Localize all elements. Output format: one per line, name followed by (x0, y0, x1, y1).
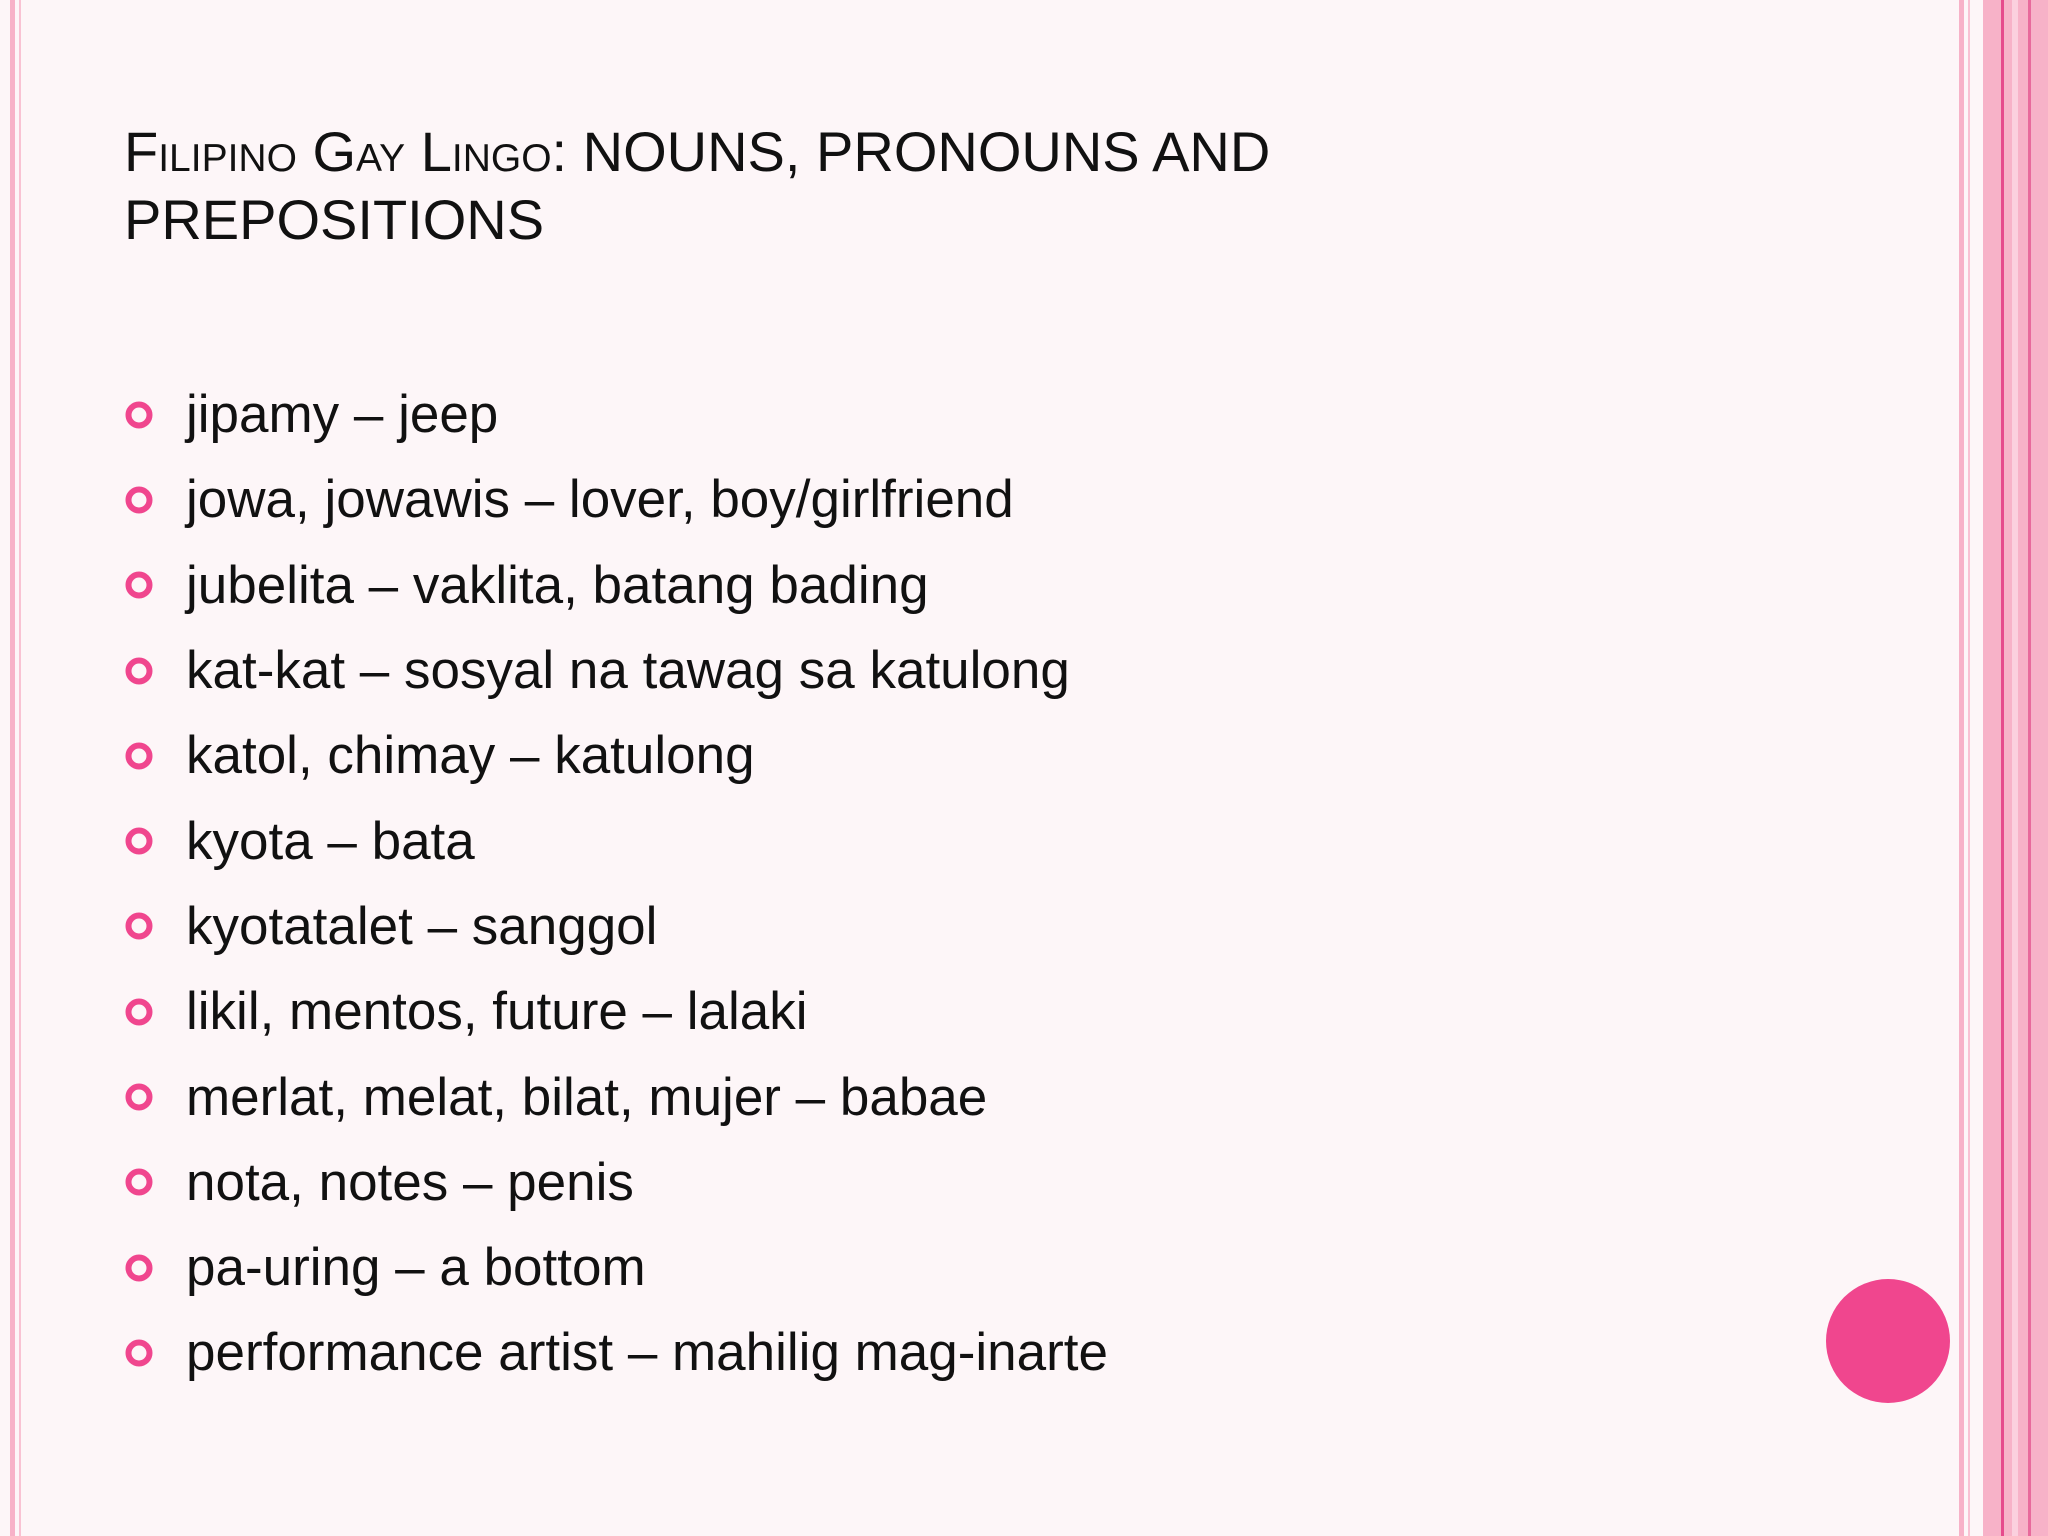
title-caps: NOUNS, PRONOUNS AND PREPOSITIONS (124, 120, 1271, 251)
list-item (124, 884, 1108, 969)
list-item (124, 543, 1108, 628)
bullet-circle-icon (124, 656, 154, 686)
list-item (124, 1140, 1108, 1225)
list-item (124, 1054, 1108, 1139)
list-item-text: merlat, melat, bilat, mujer – babae (186, 1067, 988, 1127)
right-band-stripe (2012, 0, 2018, 1536)
list-item (124, 713, 1108, 798)
list-item (124, 1310, 1108, 1395)
bullet-circle-icon (124, 826, 154, 856)
right-band-stripe (2001, 0, 2004, 1536)
list-item-text: katol, chimay – katulong (186, 726, 755, 786)
list-item-text: kyotatalet – sanggol (186, 896, 658, 956)
bullet-circle-icon (124, 400, 154, 430)
bullet-circle-icon (124, 485, 154, 515)
list-item-text: likil, mentos, future – lalaki (186, 982, 808, 1042)
list-item (124, 457, 1108, 542)
list-item-text: pa-uring – a bottom (186, 1238, 646, 1298)
list-item (124, 628, 1108, 713)
title-small-caps: Filipino Gay Lingo: (124, 120, 568, 183)
bullet-circle-icon (124, 911, 154, 941)
list-item-text: nota, notes – penis (186, 1152, 634, 1212)
list-item (124, 372, 1108, 457)
list-item-text: jipamy – jeep (186, 385, 499, 445)
list-item-text: jubelita – vaklita, batang bading (186, 555, 929, 615)
decorative-pink-circle (1826, 1279, 1950, 1403)
list-item-text: jowa, jowawis – lover, boy/girlfriend (186, 470, 1014, 530)
bullet-circle-icon (124, 1253, 154, 1283)
list-item-text: performance artist – mahilig mag-inarte (186, 1323, 1108, 1383)
bullet-circle-icon (124, 997, 154, 1027)
bullet-circle-icon (124, 1338, 154, 1368)
list-item (124, 969, 1108, 1054)
list-item-text: kat-kat – sosyal na tawag sa katulong (186, 641, 1070, 701)
bullet-circle-icon (124, 1082, 154, 1112)
bullet-circle-icon (124, 741, 154, 771)
list-item (124, 798, 1108, 883)
slide-title (124, 118, 1624, 254)
left-border-line (10, 0, 15, 1536)
left-border-line-thin (19, 0, 21, 1536)
list-item (124, 1225, 1108, 1310)
right-border-line (1959, 0, 1964, 1536)
bullet-circle-icon (124, 570, 154, 600)
bullet-list (124, 372, 1108, 1396)
list-item-text: kyota – bata (186, 811, 475, 871)
right-border-line-thin (1968, 0, 1970, 1536)
right-band-stripe (2028, 0, 2031, 1536)
bullet-circle-icon (124, 1167, 154, 1197)
